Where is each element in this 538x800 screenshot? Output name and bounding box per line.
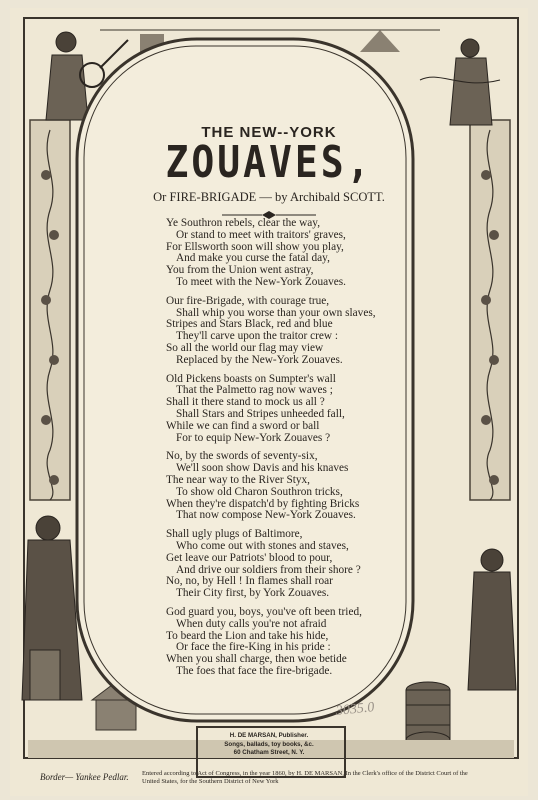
poem-line: Shall ugly plugs of Baltimore,	[166, 528, 303, 541]
poem-line: God guard you, boys, you've oft been tried,	[166, 605, 362, 618]
poem-line: We'll soon show Davis and his knaves	[176, 462, 349, 475]
seated-man-illustration	[468, 549, 516, 690]
poem-line: No, no, by Hell ! In flames shall roar	[166, 575, 333, 588]
poem-line: The foes that face the fire-brigade.	[176, 664, 333, 677]
poem-line: Who come out with stones and staves,	[176, 539, 349, 552]
poem-line: Get leave our Patriots' blood to pour,	[166, 551, 333, 564]
poem-line: Shall it there stand to mock us all ?	[166, 396, 325, 409]
copyright-notice: Entered according to Act of Congress, in the year 1860, by H. DE MARSAN, In the Clerk's office of the District Court of the United States, for the Southern District of New York	[142, 770, 468, 785]
stanza	[166, 607, 416, 678]
poem-line: For to equip New-York Zouaves ?	[176, 431, 331, 444]
poem-line: The near way to the River Styx,	[166, 473, 310, 486]
poem-line: That the Palmetto rag now waves ;	[176, 384, 333, 397]
publisher-address: 60 Chatham Street, N. Y.	[233, 749, 305, 756]
poem-line: To show old Charon Southron tricks,	[176, 485, 343, 498]
poem-line: To beard the Lion and take his hide,	[166, 629, 329, 642]
poem-line: When they're dispatch'd by fighting Bricks	[166, 497, 360, 510]
poem-line: Old Pickens boasts on Sumpter's wall	[166, 372, 336, 385]
poem-line: And make you curse the fatal day,	[176, 252, 330, 265]
poem-line: Ye Southron rebels, clear the way,	[166, 217, 321, 229]
poem-line: Shall Stars and Stripes unheeded fall,	[176, 407, 345, 420]
stanza	[166, 218, 416, 289]
title-line-1: THE NEW--YORK	[201, 124, 337, 141]
poem-line: Their City first, by York Zouaves.	[176, 587, 330, 600]
poem-line: Our fire-Brigade, with courage true,	[166, 294, 330, 307]
poem-line: When duty calls you're not afraid	[176, 617, 327, 630]
standing-man-top-right-illustration	[420, 39, 500, 125]
publisher-goods: Songs, ballads, toy books, &c.	[224, 740, 314, 748]
poem-line: Or stand to meet with traitors' graves,	[176, 228, 346, 241]
poem-line: When you shall charge, then woe betide	[166, 653, 347, 666]
subtitle: Or FIRE-BRIGADE — by Archibald SCOTT.	[153, 190, 385, 204]
stanza	[166, 529, 416, 600]
poem-line: And drive our soldiers from their shore ?	[176, 563, 361, 576]
poem-line: You from the Union went astray,	[166, 264, 314, 277]
border-credit: Border— Yankee Pedlar.	[40, 772, 129, 782]
poem-line: Replaced by the New-York Zouaves.	[176, 353, 343, 366]
poem-line: For Ellsworth soon will show you play,	[166, 240, 344, 253]
poem-line: While we can find a sword or ball	[166, 419, 320, 432]
poem-line: Or face the fire-King in his pride :	[176, 641, 331, 654]
poem-line: To meet with the New-York Zouaves.	[176, 275, 346, 288]
stanza	[166, 374, 416, 445]
publisher-imprint	[208, 732, 330, 758]
poem	[166, 218, 416, 685]
poem-line: That now compose New-York Zouaves.	[176, 509, 356, 522]
poem-line: Stripes and Stars Black, red and blue	[166, 318, 333, 331]
poem-line: So all the world our flag may view	[166, 341, 324, 354]
poem-line: Shall whip you worse than your own slaves,	[176, 306, 376, 319]
stanza	[166, 296, 416, 367]
archive-annotation: 3035.0	[335, 700, 376, 719]
stanza	[166, 451, 416, 522]
title-line-2: ZOUAVES,	[165, 136, 373, 188]
pedlar-figure-illustration	[22, 516, 82, 700]
poem-line: They'll carve upon the traitor crew :	[176, 330, 339, 343]
poem-line: No, by the swords of seventy-six,	[166, 450, 318, 463]
publisher-name: H. DE MARSAN, Publisher.	[229, 732, 309, 739]
